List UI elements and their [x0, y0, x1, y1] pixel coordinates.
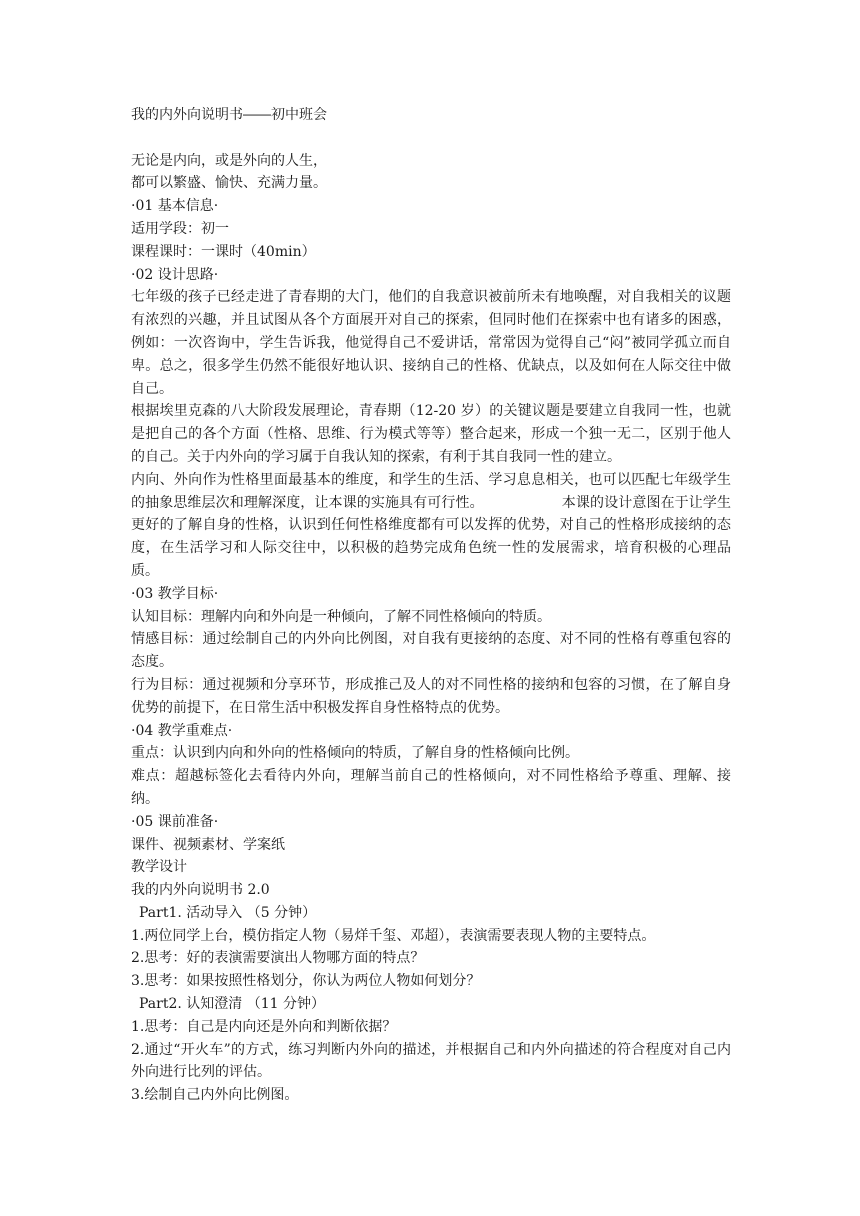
info-line: 课程课时：一课时（40min）: [131, 243, 316, 260]
section-heading-05: ·05 课前准备·: [131, 813, 219, 830]
design-heading: 教学设计: [131, 859, 187, 876]
part2-heading: Part2. 认知澄清 （11 分钟）: [139, 996, 325, 1013]
info-line: 适用学段：初一: [131, 220, 229, 237]
document-page: [131, 104, 731, 1107]
part1-heading: Part1. 活动导入 （5 分钟）: [139, 904, 317, 921]
step-item: 1.两位同学上台，模仿指定人物（易烊千玺、邓超），表演需要表现人物的主要特点。: [131, 927, 656, 944]
section-heading-01: ·01 基本信息·: [131, 198, 219, 215]
document-title: 我的内外向说明书――初中班会: [131, 107, 327, 123]
paragraph: 七年级的孩子已经走进了青春期的大门，他们的自我意识被前所未有地唤醒，对自我相关的议题有浓烈的兴趣，并且试图从各个方面展开对自己的探索，但同时他们在探索中也有诸多的困惑，例如：一次咨询中，学生告诉我，他觉得自己不爱讲话，常常因为觉得自己“闷”被同学孤立而自卑。总之，很多学生仍然不能很好地认识、接纳自己的性格、优缺点，以及如何在人际交往中做自己。: [131, 289, 731, 397]
goal-item: 认知目标：理解内向和外向是一种倾向，了解不同性格倾向的特质。: [131, 608, 551, 625]
step-item: 2.通过“开火车”的方式，练习判断内外向的描述，并根据自己和内外向描述的符合程度对自己内外向进行比列的评估。: [131, 1041, 731, 1081]
step-item: 1.思考：自己是内向还是外向和判断依据？: [131, 1018, 397, 1035]
prep-item: 课件、视频素材、学案纸: [131, 836, 285, 853]
paragraph: [131, 469, 731, 583]
intro-line: 无论是内向，或是外向的人生，: [131, 152, 327, 169]
design-subtitle: 我的内外向说明书 2.0: [131, 882, 270, 899]
paragraph: 根据埃里克森的八大阶段发展理论，青春期（12-20 岁）的关键议题是要建立自我同一性，也就是把自己的各个方面（性格、思维、行为模式等等）整合起来，形成一个独一无二，区别于他人的自己。关于内外向的学习属于自我认知的探索，有利于其自我同一性的建立。: [131, 403, 731, 465]
key-point-item: 重点：认识到内向和外向的性格倾向的特质，了解自身的性格倾向比例。: [131, 745, 579, 762]
paragraph-part: 内向、外向作为性格里面最基本的维度，和学生的生活、学习息息相关，也可以匹配七年级学生的抽象思维层次和理解深度，让本课的实施具有可行性。: [131, 471, 731, 511]
step-item: 3.思考：如果按照性格划分，你认为两位人物如何划分？: [131, 973, 481, 990]
step-item: 3.绘制自己内外向比例图。: [131, 1087, 299, 1104]
section-heading-02: ·02 设计思路·: [131, 266, 219, 283]
intro-line: 都可以繁盛、愉快、充满力量。: [131, 175, 327, 192]
section-heading-04: ·04 教学重难点·: [131, 722, 233, 739]
section-heading-03: ·03 教学目标·: [131, 585, 219, 602]
paragraph-part: 本课的设计意图在于让学生更好的了解自身的性格，认识到任何性格维度都有可以发挥的优势，对自己的性格形成接纳的态度，在生活学习和人际交往中，以积极的趋势完成角色统一性的发展需求，培育积极的心理品质。: [131, 494, 732, 579]
step-item: 2.思考：好的表演需要演出人物哪方面的特点？: [131, 950, 425, 967]
goal-item: 情感目标：通过绘制自己的内外向比例图，对自我有更接纳的态度、对不同的性格有尊重包容的态度。: [131, 631, 731, 671]
goal-item: 行为目标：通过视频和分享环节，形成推己及人的对不同性格的接纳和包容的习惯，在了解自身优势的前提下，在日常生活中积极发挥自身性格特点的优势。: [131, 676, 731, 716]
key-point-item: 难点：超越标签化去看待内外向，理解当前自己的性格倾向，对不同性格给予尊重、理解、接纳。: [131, 768, 731, 807]
